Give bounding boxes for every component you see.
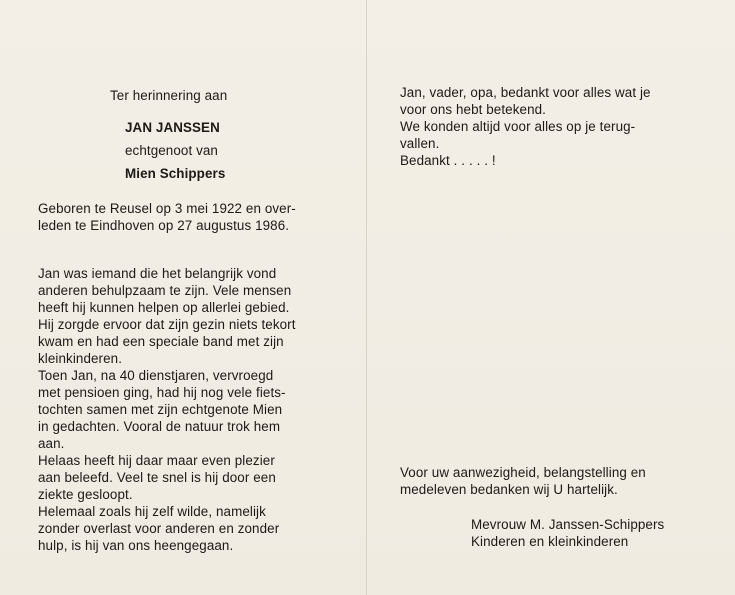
thanks-line: voor ons hebt betekend. <box>400 102 546 117</box>
body-line: aan. <box>38 436 65 451</box>
body-line: Toen Jan, na 40 dienstjaren, vervroegd <box>38 368 274 383</box>
thanks-line: We konden altijd voor alles op je terug- <box>400 119 636 134</box>
spouse-intro: echtgenoot van <box>125 143 218 158</box>
signature-line: Kinderen en kleinkinderen <box>471 534 629 549</box>
body-line: kleinkinderen. <box>38 351 123 366</box>
birth-line-1: Geboren te Reusel op 3 mei 1922 en over- <box>38 201 296 216</box>
thanks-line: Bedankt . . . . . ! <box>400 153 496 168</box>
body-line: met pensioen ging, had hij nog vele fiets- <box>38 385 286 400</box>
body-line: Hij zorgde ervoor dat zijn gezin niets tekort <box>38 317 296 332</box>
thanks-line: vallen. <box>400 136 440 151</box>
body-line: zonder overlast voor anderen en zonder <box>38 521 280 536</box>
birth-line-2: leden te Eindhoven op 27 augustus 1986. <box>38 218 290 233</box>
left-panel <box>0 0 366 595</box>
body-line: hulp, is hij van ons heengegaan. <box>38 538 234 553</box>
body-line: Helemaal zoals hij zelf wilde, namelijk <box>38 504 266 519</box>
closing-line: medeleven bedanken wij U hartelijk. <box>400 482 618 497</box>
intro-text: Ter herinnering aan <box>110 88 228 103</box>
body-line: anderen behulpzaam te zijn. Vele mensen <box>38 283 292 298</box>
body-line: Jan was iemand die het belangrijk vond <box>38 266 277 281</box>
deceased-name: JAN JANSSEN <box>125 120 220 135</box>
body-line: Helaas heeft hij daar maar even plezier <box>38 453 275 468</box>
body-line: heeft hij kunnen helpen op allerlei gebied. <box>38 300 290 315</box>
right-panel <box>367 0 735 595</box>
body-line: in gedachten. Vooral de natuur trok hem <box>38 419 281 434</box>
closing-line: Voor uw aanwezigheid, belangstelling en <box>400 465 646 480</box>
body-line: ziekte gesloopt. <box>38 487 133 502</box>
thanks-line: Jan, vader, opa, bedankt voor alles wat je <box>400 85 651 100</box>
body-line: kwam en had een speciale band met zijn <box>38 334 284 349</box>
signature-line: Mevrouw M. Janssen-Schippers <box>471 517 665 532</box>
body-line: aan beleefd. Veel te snel is hij door een <box>38 470 276 485</box>
spouse-name: Mien Schippers <box>125 166 226 181</box>
body-line: tochten samen met zijn echtgenote Mien <box>38 402 283 417</box>
